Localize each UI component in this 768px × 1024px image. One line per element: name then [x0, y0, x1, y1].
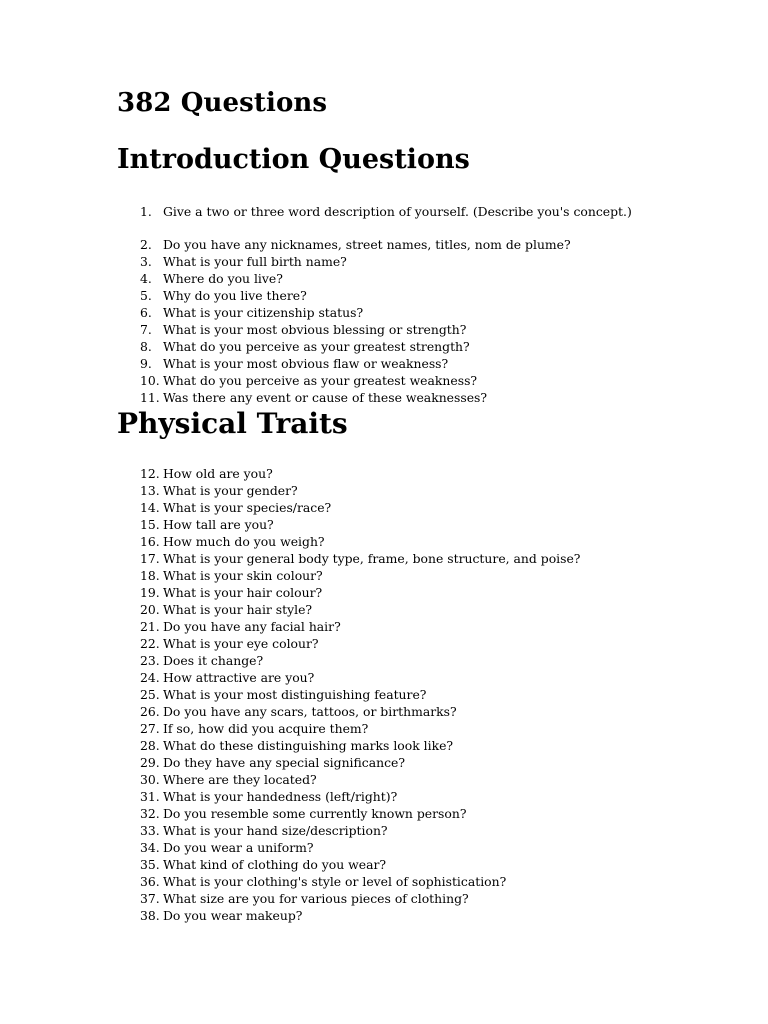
- question-number: 3.: [140, 254, 152, 269]
- question-number: 22.: [140, 636, 160, 651]
- question-number: 30.: [140, 772, 160, 787]
- question-text: What kind of clothing do you wear?: [163, 857, 387, 872]
- question-number: 13.: [140, 483, 160, 498]
- list-item: [117, 635, 580, 652]
- list-item: [117, 372, 571, 389]
- question-number: 7.: [140, 322, 152, 337]
- question-number: 6.: [140, 305, 152, 320]
- question-number: 12.: [140, 466, 160, 481]
- list-item: [117, 686, 580, 703]
- list-item: [117, 737, 580, 754]
- question-text: Do you resemble some currently known person?: [163, 806, 467, 821]
- question-number: 19.: [140, 585, 160, 600]
- question-text: Do you have any nicknames, street names, titles, nom de plume?: [163, 237, 571, 252]
- question-number: 17.: [140, 551, 160, 566]
- question-text: Why do you live there?: [163, 288, 307, 303]
- question-number: 2.: [140, 237, 152, 252]
- question-number: 37.: [140, 891, 160, 906]
- list-item: [117, 550, 580, 567]
- question-text: What is your gender?: [163, 483, 298, 498]
- list-item: [117, 465, 580, 482]
- question-number: 32.: [140, 806, 160, 821]
- question-number: 16.: [140, 534, 160, 549]
- question-number: 15.: [140, 517, 160, 532]
- question-number: 38.: [140, 908, 160, 923]
- question-text: Do they have any special significance?: [163, 755, 406, 770]
- question-text: What is your clothing's style or level of sophistication?: [163, 874, 507, 889]
- question-number: 10.: [140, 373, 160, 388]
- question-text: What is your hand size/description?: [163, 823, 388, 838]
- question-text: What is your most obvious blessing or strength?: [163, 322, 467, 337]
- list-item: [117, 482, 580, 499]
- question-number: 1.: [140, 204, 152, 219]
- question-text: Do you wear a uniform?: [163, 840, 314, 855]
- section-heading-physical-traits: Physical Traits: [117, 407, 348, 440]
- question-text: What is your species/race?: [163, 500, 332, 515]
- question-number: 4.: [140, 271, 152, 286]
- document-title: 382 Questions: [117, 88, 328, 118]
- question-text: What is your most distinguishing feature?: [163, 687, 427, 702]
- question-list-introduction: [117, 236, 571, 406]
- question-text: What is your most obvious flaw or weakness?: [163, 356, 449, 371]
- section-heading-introduction: Introduction Questions: [117, 144, 470, 175]
- list-item: [117, 203, 632, 220]
- question-text: What is your general body type, frame, bone structure, and poise?: [163, 551, 581, 566]
- list-item: [117, 287, 571, 304]
- list-item: [117, 321, 571, 338]
- question-number: 31.: [140, 789, 160, 804]
- question-text: What is your citizenship status?: [163, 305, 364, 320]
- list-item: [117, 236, 571, 253]
- question-number: 11.: [140, 390, 160, 405]
- list-item: [117, 355, 571, 372]
- list-item: [117, 771, 580, 788]
- list-item: [117, 389, 571, 406]
- question-text: Was there any event or cause of these weaknesses?: [163, 390, 488, 405]
- list-item: [117, 890, 580, 907]
- list-item: [117, 516, 580, 533]
- list-item: [117, 253, 571, 270]
- question-number: 35.: [140, 857, 160, 872]
- question-text: If so, how did you acquire them?: [163, 721, 369, 736]
- question-number: 14.: [140, 500, 160, 515]
- question-number: 21.: [140, 619, 160, 634]
- list-item: [117, 873, 580, 890]
- question-text: What is your skin colour?: [163, 568, 323, 583]
- list-item: [117, 822, 580, 839]
- list-item: [117, 703, 580, 720]
- list-item: [117, 601, 580, 618]
- list-item: [117, 499, 580, 516]
- question-text: Where are they located?: [163, 772, 317, 787]
- question-text: What is your hair style?: [163, 602, 313, 617]
- question-text: How tall are you?: [163, 517, 274, 532]
- list-item: [117, 839, 580, 856]
- list-item: [117, 788, 580, 805]
- question-number: 29.: [140, 755, 160, 770]
- question-text: What do you perceive as your greatest strength?: [163, 339, 470, 354]
- question-text: Do you have any scars, tattoos, or birthmarks?: [163, 704, 457, 719]
- question-number: 33.: [140, 823, 160, 838]
- question-text: What do you perceive as your greatest weakness?: [163, 373, 478, 388]
- list-item: [117, 907, 580, 924]
- list-item: [117, 669, 580, 686]
- question-number: 36.: [140, 874, 160, 889]
- question-number: 9.: [140, 356, 152, 371]
- list-item: [117, 533, 580, 550]
- question-number: 28.: [140, 738, 160, 753]
- question-text: What size are you for various pieces of clothing?: [163, 891, 469, 906]
- question-number: 18.: [140, 568, 160, 583]
- question-text: How attractive are you?: [163, 670, 315, 685]
- question-text: What is your eye colour?: [163, 636, 319, 651]
- list-item: [117, 270, 571, 287]
- list-item: [117, 652, 580, 669]
- question-number: 26.: [140, 704, 160, 719]
- list-item: [117, 338, 571, 355]
- question-text: How much do you weigh?: [163, 534, 325, 549]
- question-text: Give a two or three word description of yourself. (Describe you's concept.): [163, 204, 632, 219]
- question-text: What do these distinguishing marks look like?: [163, 738, 454, 753]
- list-item: [117, 754, 580, 771]
- question-number: 8.: [140, 339, 152, 354]
- list-item: [117, 304, 571, 321]
- question-list-introduction-first: [117, 203, 632, 220]
- question-text: What is your hair colour?: [163, 585, 323, 600]
- question-text: What is your full birth name?: [163, 254, 347, 269]
- question-number: 20.: [140, 602, 160, 617]
- question-text: What is your handedness (left/right)?: [163, 789, 398, 804]
- list-item: [117, 618, 580, 635]
- question-text: Where do you live?: [163, 271, 283, 286]
- question-text: Does it change?: [163, 653, 264, 668]
- question-text: Do you have any facial hair?: [163, 619, 341, 634]
- question-text: How old are you?: [163, 466, 273, 481]
- list-item: [117, 720, 580, 737]
- question-number: 23.: [140, 653, 160, 668]
- question-number: 24.: [140, 670, 160, 685]
- question-number: 27.: [140, 721, 160, 736]
- question-number: 5.: [140, 288, 152, 303]
- list-item: [117, 567, 580, 584]
- list-item: [117, 856, 580, 873]
- question-number: 25.: [140, 687, 160, 702]
- list-item: [117, 805, 580, 822]
- question-text: Do you wear makeup?: [163, 908, 303, 923]
- question-number: 34.: [140, 840, 160, 855]
- question-list-physical-traits: [117, 465, 580, 924]
- list-item: [117, 584, 580, 601]
